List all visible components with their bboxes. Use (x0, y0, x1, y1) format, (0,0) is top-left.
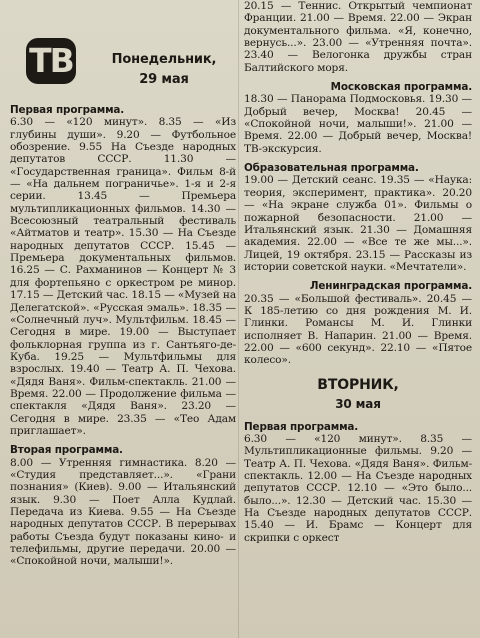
tuesday-first-program-listing: 6.30 — «120 минут». 8.35 — Мультипликационные фильмы. 9.20 — Театр А. П. Чехова. «Дядя Ваня». Фильм-спектакль. 12.00 — На Съезде народных депутатов СССР. 12.10 — «Это было... было...». 12.30 — Детский час. 15.30 — На Съезде народных депутатов СССР. 15.40 — И. Брамс — Концерт для скрипки с оркест (244, 432, 472, 544)
day2-name: ВТОРНИК, (317, 376, 399, 393)
day2-heading (244, 375, 472, 413)
tuesday-first-program-section (244, 421, 472, 544)
tv-logo: ТВ (26, 38, 76, 84)
first-program-section (10, 104, 236, 437)
moscow-program-section (244, 81, 472, 155)
right-column (244, 0, 472, 551)
day-heading (94, 50, 234, 90)
second-program-continued-listing: 20.15 — Теннис. Открытый чемпионат Франции. 21.00 — Время. 22.00 — Экран документального фильма. «Я, конечно, вернусь...». 23.00 — «Утренняя почта». 23.40 — Велогонка дружбы стран Балтийского моря. (244, 0, 472, 74)
moscow-program-listing: 18.30 — Панорама Подмосковья. 19.30 — Добрый вечер, Москва! 20.45 — «Спокойной ночи, малыши!». 21.00 — Время. 22.00 — Добрый вечер, Москва! ТВ-экскурсия. (244, 93, 472, 155)
day-date: 29 мая (139, 72, 189, 87)
second-program-listing: 8.00 — Утренняя гимнастика. 8.20 — «Студия представляет...». «Грани познания» (Киев). 9.00 — Итальянский язык. 9.30 — Поет Алла Кудлай. Передача из Киева. 9.55 — На Съезде народных депутатов СССР. В перерывах работы Съезда будут показаны кино- и телефильмы, другие передачи. 20.00 — «Спокойной ночи, малыши!». (10, 456, 236, 568)
tuesday-first-program-title: Первая программа. (244, 420, 359, 433)
educational-program-listing: 19.00 — Детский сеанс. 19.35 — «Наука: теория, эксперимент, практика». 20.20 — «На экране служба 01». Фильмы о пожарной безопасности. 21.00 — Итальянский язык. 21.30 — Домашняя академия. 22.00 — «Все те же мы...». Лицей, 19 октября. 23.15 — Рассказы из истории советской науки. «Мечтатели». (244, 174, 472, 273)
left-column (10, 0, 236, 575)
second-program-title: Вторая программа. (10, 444, 123, 457)
leningrad-program-section (244, 280, 472, 366)
second-program-continued (244, 0, 472, 74)
first-program-listing: 6.30 — «120 минут». 8.35 — «Из глубины души». 9.20 — Футбольное обозрение. 9.55 На Съезде народных депутатов СССР. 11.30 — «Государственная граница». Фильм 8-й — «На дальнем пограничье». 1-я и 2-я серии. 13.45 — Премьера мультипликационных фильмов. 14.30 — Всесоюзный театральный фестиваль «Айтматов и театр». 15.30 — На Съезде народных депутатов СССР. 15.45 — Премьера документальных фильмов. 16.25 — С. Рахманинов — Концерт № 3 для фортепьяно с оркестром ре минор. 17.15 — Детский час. 18.15 — «Музей на Делегатской». «Русская эмаль». 18.35 — «Солнечный луч». Мультфильм. 18.45 — Сегодня в мире. 19.00 — Выступает фольклорная группа из г. Сантьяго-де-Куба. 19.25 — Мультфильмы для взрослых. 19.40 — Театр А. П. Чехова. «Дядя Ваня». Фильм-спектакль. 21.00 — Время. 22.00 — Продолжение фильма — спектакля «Дядя Ваня». 23.20 — Сегодня в мире. 23.35 — «Тео Адам приглашает». (10, 116, 236, 437)
day-name: Понедельник, (111, 52, 217, 67)
educational-program-section (244, 162, 472, 273)
first-program-title: Первая программа. (10, 104, 125, 116)
leningrad-program-listing: 20.35 — «Большой фестиваль». 20.45 — К 185-летию со дня рождения М. И. Глинки. Романсы М. И. Глинки исполняет В. Напарин. 21.00 — Время. 22.00 — «600 секунд». 22.10 — «Пятое колесо». (244, 292, 472, 367)
header (10, 0, 236, 104)
second-program-section (10, 444, 236, 567)
moscow-program-title: Московская программа. (330, 81, 472, 94)
educational-program-title: Образовательная программа. (244, 162, 419, 175)
leningrad-program-title: Ленинградская программа. (309, 280, 472, 293)
column-divider (238, 0, 239, 638)
day2-date: 30 мая (335, 396, 381, 411)
